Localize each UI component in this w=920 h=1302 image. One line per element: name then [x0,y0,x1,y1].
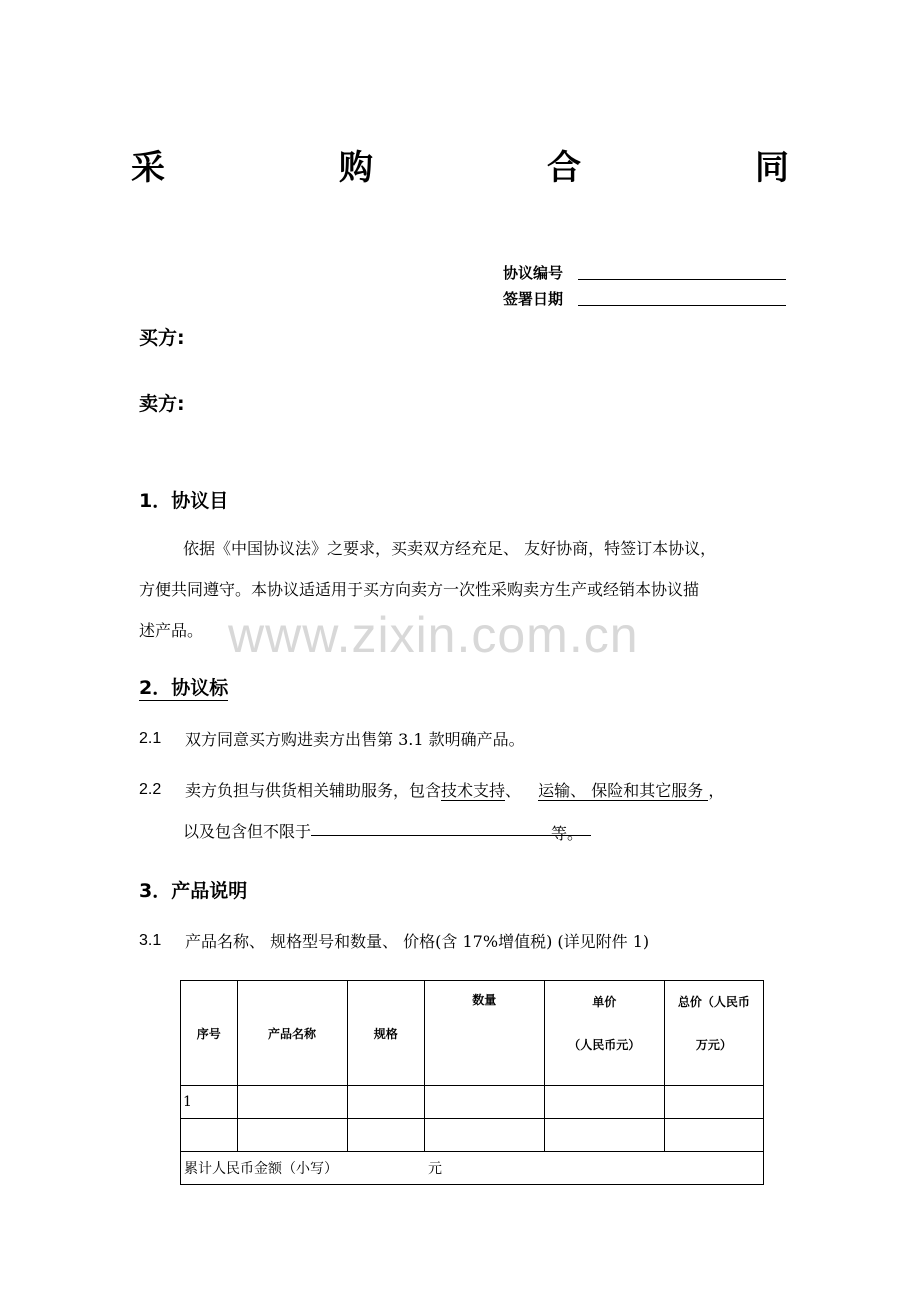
row2-spec-cell[interactable] [347,1119,424,1152]
transport-insurance-term: 运输、 保险和其它服务 [538,781,709,800]
product-table [180,980,764,1185]
item-2-1-number: 2.1 [139,730,162,747]
row1-seq[interactable]: 1 [181,1086,238,1119]
header-name: 产品名称 [237,981,347,1086]
total-amount-label: 累计人民币金额（小写） [184,1161,338,1177]
table-row [181,1119,764,1152]
sign-date-field[interactable] [578,289,786,306]
header-total-line2: 万元） [695,1038,732,1052]
item-2-2-line2-text: 以及包含但不限于 [183,822,312,841]
section2-heading: 2．协议标 [139,677,229,699]
section1-para-line1: 依据《中国协议法》之要求，买卖双方经充足、 友好协商，特签订本协议， [183,539,717,558]
table-header-row [181,981,764,1086]
section1-heading: 1．协议目 [139,490,229,512]
comma: ， [708,781,725,800]
separator: 、 [505,781,527,800]
row1-qty-cell[interactable] [424,1086,544,1119]
sign-date-label: 签署日期 [503,290,564,308]
header-unit-price-line2: （人民币元） [568,1038,641,1052]
buyer-label: 买方: [139,327,185,349]
item-2-2-number: 2.2 [139,781,162,798]
item-2-2-line2 [183,811,591,852]
etc-text: 等。 [551,824,584,843]
watermark: www.zixin.com.cn [228,607,639,663]
header-spec: 规格 [347,981,424,1086]
item-2-2-text: 卖方负担与供货相关辅助服务，包含 [185,781,442,800]
row2-unit-price-cell[interactable] [544,1119,664,1152]
header-total [664,981,763,1086]
item-3-1-text: 产品名称、 规格型号和数量、 价格(含 17%增值税) (详见附件 1) [185,932,650,951]
header-unit-price [544,981,664,1086]
row1-unit-price-cell[interactable] [544,1086,664,1119]
row1-name-cell[interactable] [237,1086,347,1119]
header-seq: 序号 [181,981,238,1086]
item-2-2-line1 [185,770,724,811]
row2-seq-cell[interactable] [181,1119,238,1152]
row2-qty-cell[interactable] [424,1119,544,1152]
section3-heading: 3．产品说明 [139,880,248,902]
tech-support-term: 技术支持 [441,781,506,800]
section1-para-line2: 方便共同遵守。本协议适适用于买方向卖方一次性采购卖方生产或经销本协议描 [139,580,700,599]
table-total-row [181,1152,764,1185]
seller-label: 卖方: [139,393,185,415]
table-row [181,1086,764,1119]
agreement-no-label: 协议编号 [503,264,564,282]
section1-para-line3: 述产品。 [139,621,204,640]
blank-line-field[interactable] [311,813,591,843]
total-amount-unit: 元 [428,1161,442,1177]
row1-total-cell[interactable] [664,1086,763,1119]
header-qty: 数量 [424,981,544,1086]
header-total-line1: 总价（人民币 [677,995,750,1009]
row2-total-cell[interactable] [664,1119,763,1152]
document-title: 采 购 合 同 [131,148,859,188]
agreement-no-field[interactable] [578,263,786,280]
item-2-1-text: 双方同意买方购进卖方出售第 3.1 款明确产品。 [185,730,525,749]
item-3-1-number: 3.1 [139,932,162,949]
total-amount-cell[interactable] [181,1152,764,1185]
row1-spec-cell[interactable] [347,1086,424,1119]
header-unit-price-line1: 单价 [592,995,617,1009]
row2-name-cell[interactable] [237,1119,347,1152]
